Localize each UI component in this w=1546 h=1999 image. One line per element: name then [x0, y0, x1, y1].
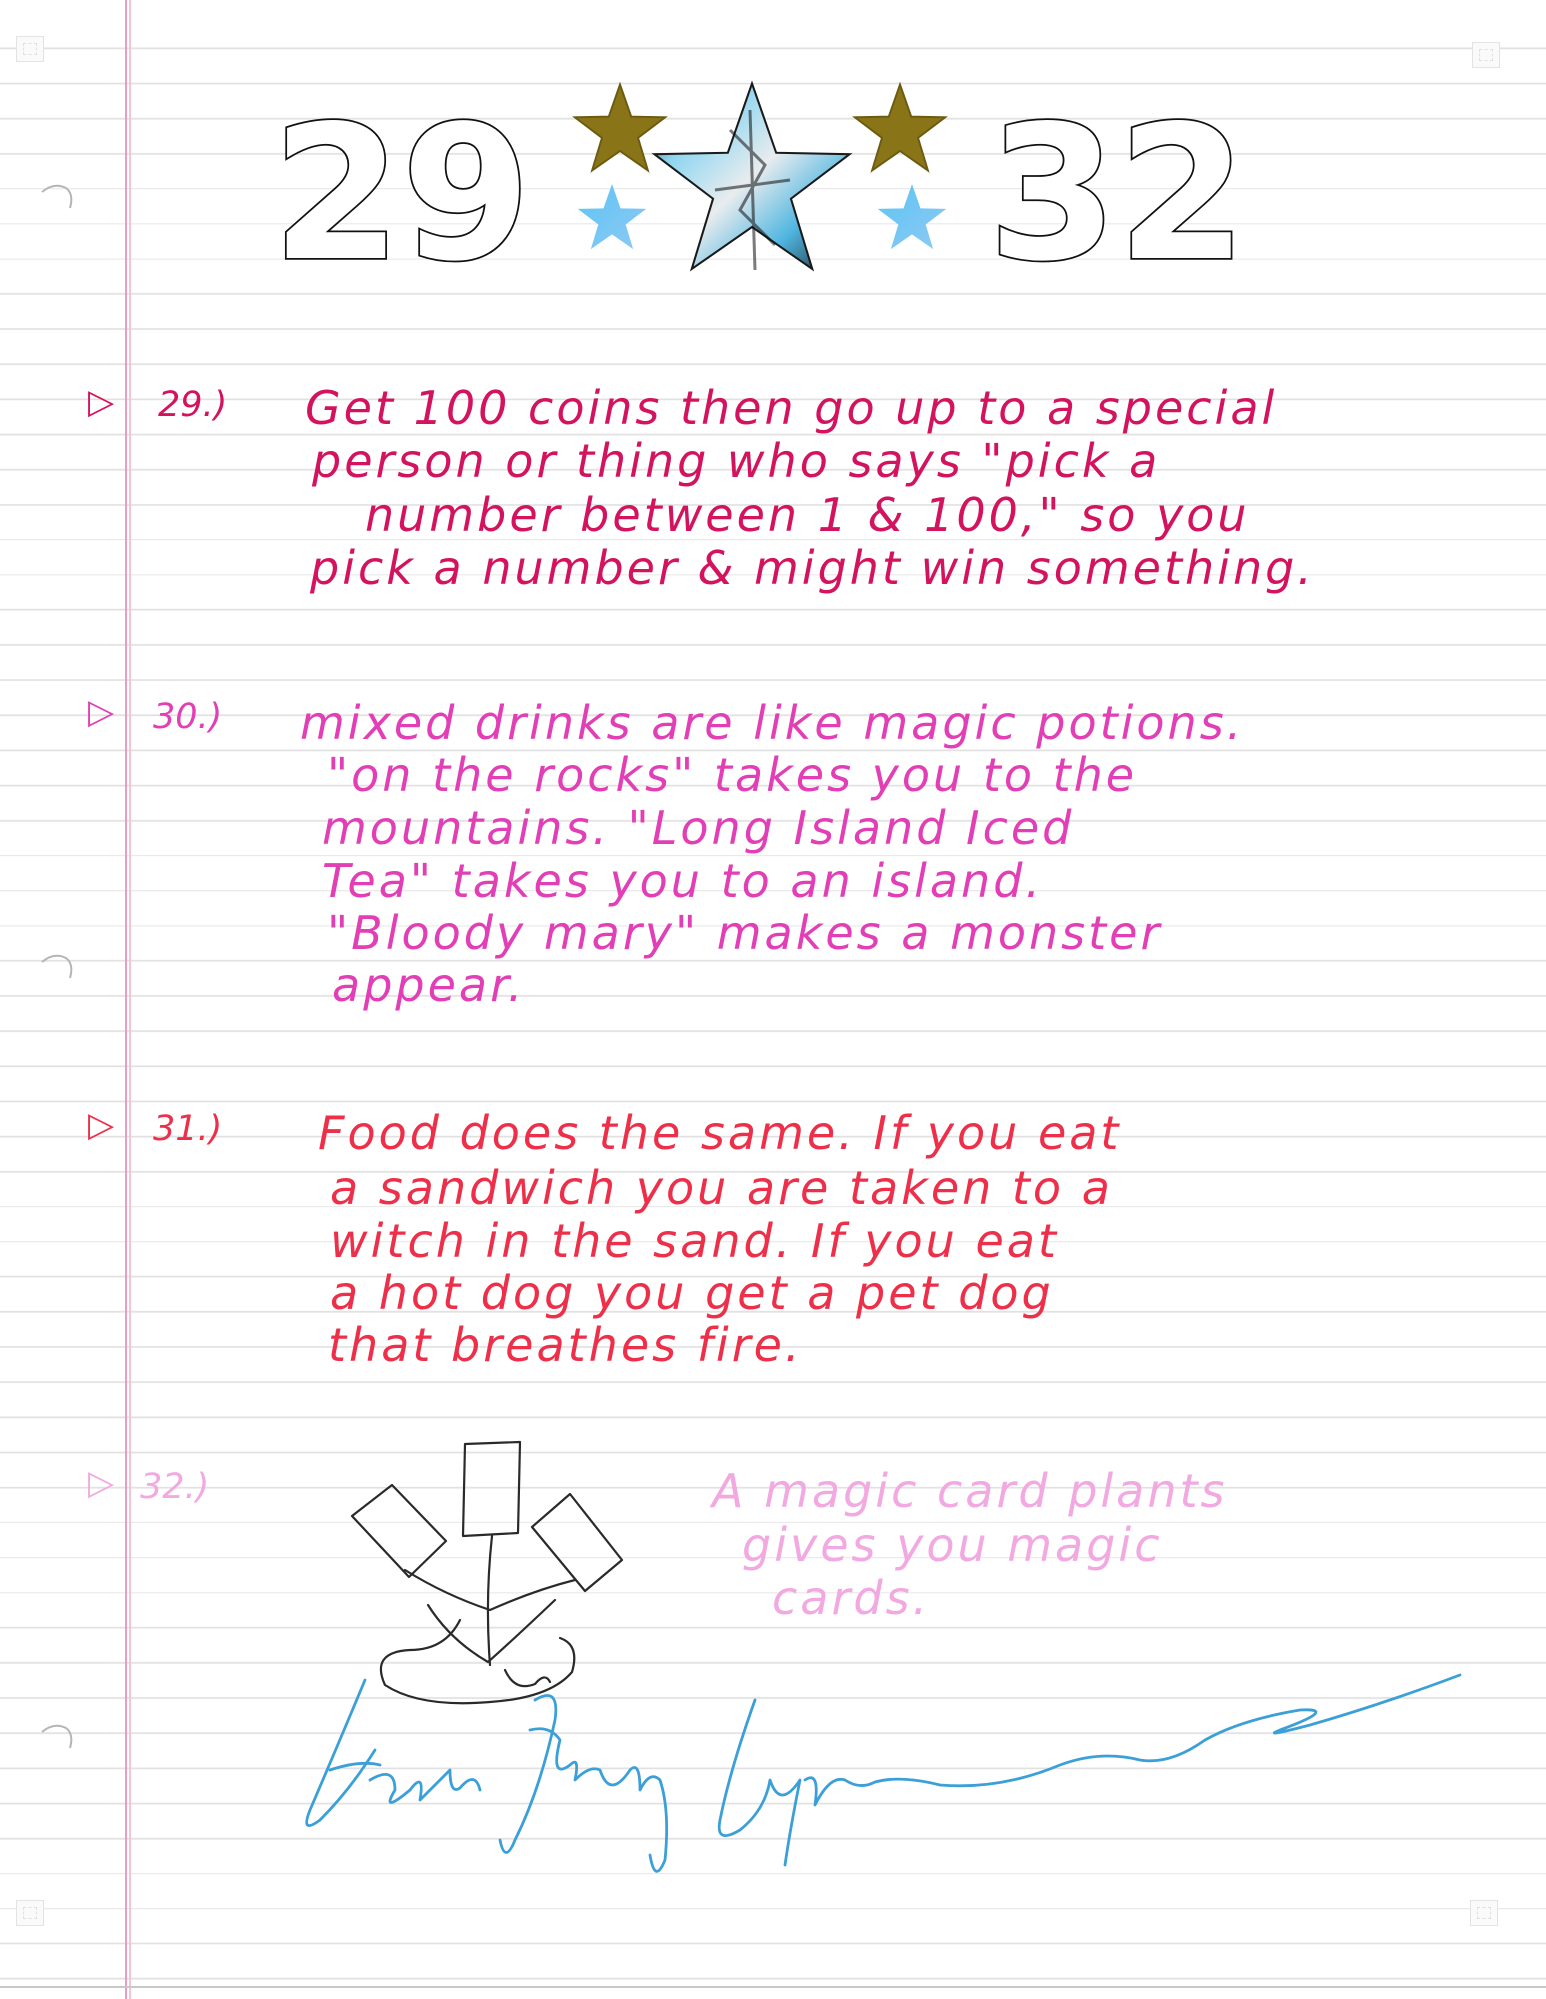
entry-line: Tea" takes you to an island.: [322, 854, 1044, 908]
page-edge: [0, 1986, 1546, 1988]
entry-line: gives you magic: [742, 1518, 1163, 1572]
corner-mark: [1470, 1900, 1498, 1926]
entry-marker: ▷: [88, 1463, 115, 1503]
entry-number: 32.): [140, 1467, 210, 1507]
entry-line: a hot dog you get a pet dog: [330, 1266, 1054, 1320]
entry-number: 29.): [158, 385, 228, 425]
start-number: 29: [272, 85, 531, 290]
entry-line: pick a number & might win something.: [310, 541, 1315, 595]
entry-line: mixed drinks are like magic potions.: [300, 696, 1245, 750]
entry-line: a sandwich you are taken to a: [330, 1161, 1113, 1215]
binder-hole-mark: [40, 948, 76, 984]
margin-line: [125, 0, 127, 1999]
binder-hole-mark: [40, 178, 76, 214]
entry-number: 31.): [153, 1109, 223, 1149]
entry-line: mountains. "Long Island Iced: [322, 801, 1075, 855]
header-graphic: [260, 70, 1280, 290]
gold-star-sticker: [855, 85, 945, 171]
entry-line: that breathes fire.: [328, 1318, 803, 1372]
entry-line: witch in the sand. If you eat: [330, 1214, 1059, 1268]
blue-star-sticker: [878, 184, 947, 249]
end-number: 32: [988, 85, 1247, 290]
card-plant-sketch-icon: [350, 1440, 650, 1705]
corner-mark: [1472, 42, 1500, 68]
entry-marker: ▷: [88, 382, 115, 422]
blue-star-sticker: [578, 184, 647, 249]
signature: [300, 1670, 1480, 1895]
margin-line: [129, 0, 131, 1999]
entry-line: Get 100 coins then go up to a special: [305, 381, 1278, 435]
entry-marker: ▷: [88, 1105, 115, 1145]
entry-line: cards.: [772, 1571, 931, 1625]
binder-hole-mark: [40, 1718, 76, 1754]
corner-mark: [16, 1900, 44, 1926]
entry-marker: ▷: [88, 692, 115, 732]
entry-line: "Bloody mary" makes a monster: [327, 906, 1163, 960]
entry-line: appear.: [332, 958, 526, 1012]
holographic-star-sticker: [654, 84, 849, 271]
entry-line: person or thing who says "pick a: [312, 434, 1161, 488]
gold-star-sticker: [575, 85, 665, 171]
corner-mark: [16, 36, 44, 62]
entry-line: A magic card plants: [712, 1464, 1228, 1518]
entry-line: Food does the same. If you eat: [318, 1106, 1122, 1160]
entry-line: "on the rocks" takes you to the: [327, 748, 1138, 802]
entry-line: number between 1 & 100," so you: [365, 488, 1250, 542]
page-header: [260, 70, 1280, 290]
entry-number: 30.): [153, 697, 223, 737]
